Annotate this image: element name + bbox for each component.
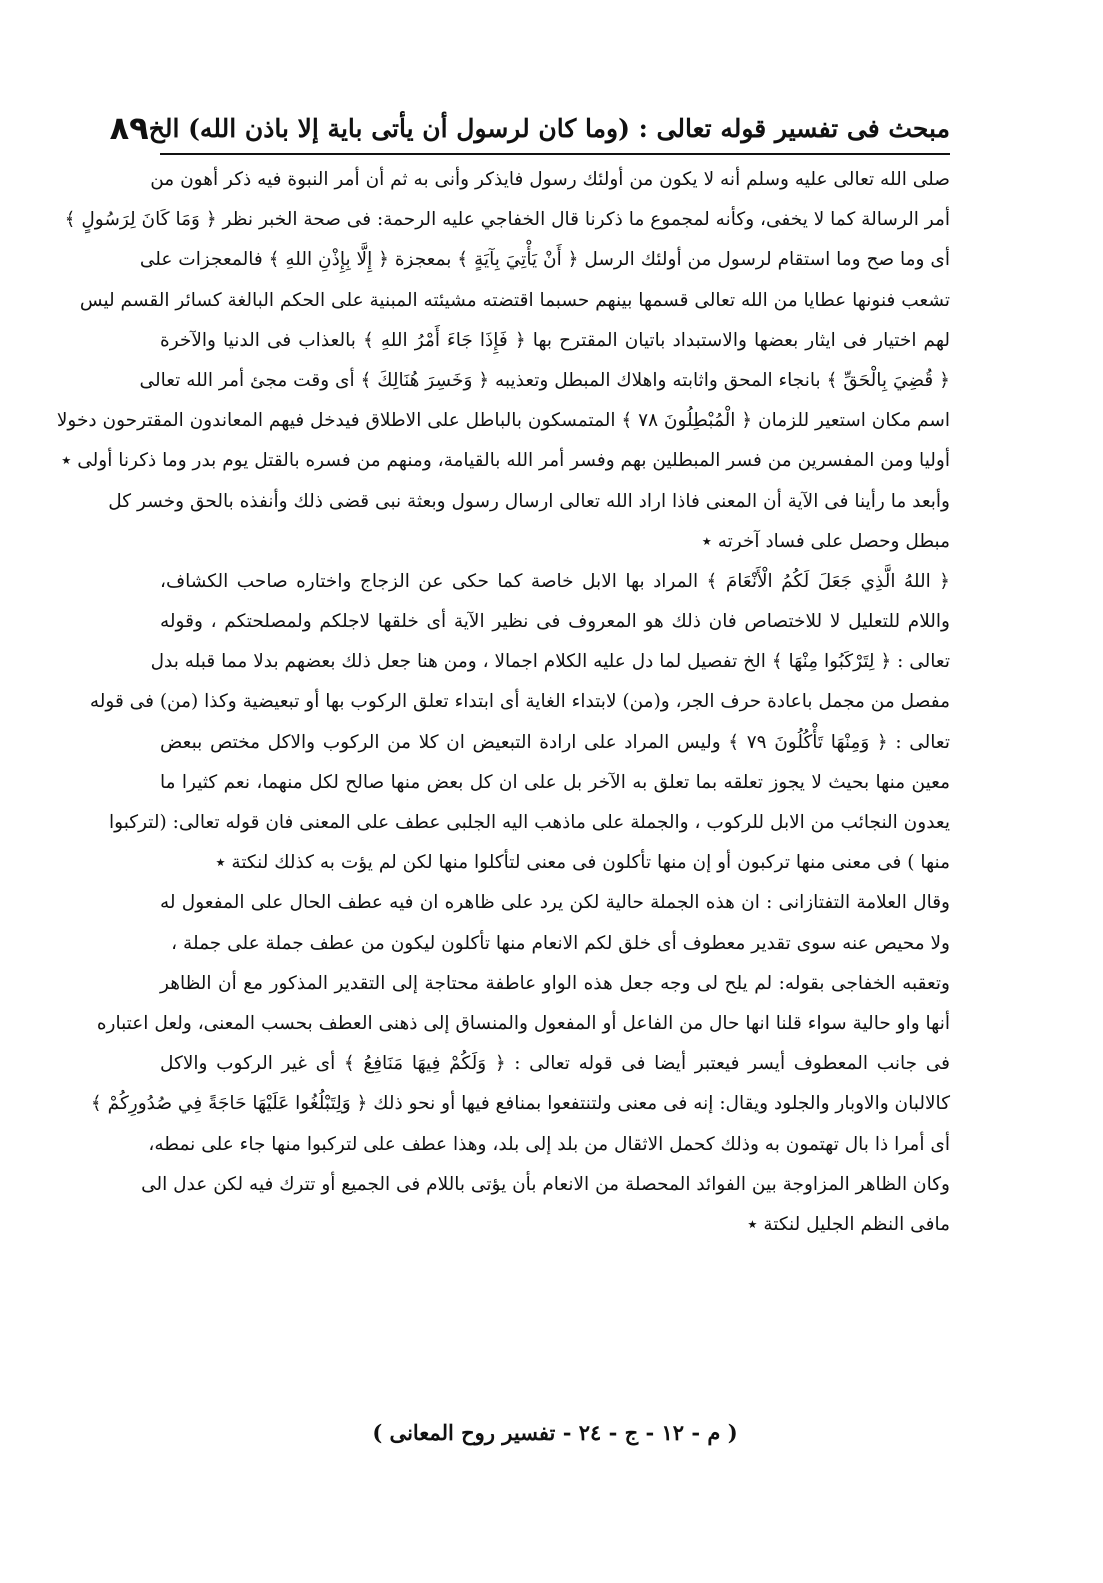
paragraph-end-line: منها ) فى معنى منها تركبون أو إن منها تأكلون فى معنى لتأكلوا منها لكن لم يؤت به كذلك لنكتة ٭ — [215, 852, 950, 874]
text-line: وكان الظاهر المزاوجة بين الفوائد المحصلة من الانعام بأن يؤتى باللام فى الجميع أو تترك فيه لكن عدل الى — [141, 1173, 950, 1195]
text-line: تشعب فنونها عطايا من الله تعالى قسمها بينهم حسبما اقتضته مشيئته المبنية على الحكم البالغة كسائر القسم ليس — [79, 289, 950, 311]
text-line: صلى الله تعالى عليه وسلم أنه لا يكون من أولئك رسول فايذكر وأنى به ثم أن أمر النبوة فيه ذكر أهون من — [150, 169, 950, 190]
body-text — [56, 160, 950, 1245]
paragraph-end-line: مافى النظم الجليل لنكتة ٭ — [747, 1213, 950, 1235]
text-line: أوليا ومن المفسرين من فسر المبطلين بهم وفسر أمر الله بالقيامة، ومنهم من فسره بالقتل يوم بدر وما ذكرنا أولى ٭ — [61, 450, 950, 472]
text-line: مفصل من مجمل باعادة حرف الجر، و(من) لابتداء الغاية أى ابتداء تعلق الركوب بها أو تبعيضية وكذا (من) فى قوله — [89, 691, 950, 713]
text-line: وأبعد ما رأينا فى الآية أن المعنى فاذا اراد الله تعالى ارسال رسول وبعثة نبى قضى ذلك وأنفذه بالحق وخسر كل — [108, 490, 950, 512]
text-line: وتعقبه الخفاجى بقوله: لم يلح لى وجه جعل هذه الواو عاطفة محتاجة إلى التقدير المذكور مع أن الظاهر — [160, 972, 950, 994]
text-line: كالالبان والاوبار والجلود ويقال: إنه فى معنى ولتنتفعوا بمنافع فيها أو نحو ذلك ﴿ وَلِتَبْلُغُوا عَلَيْهَا حَاجَةً فِي صُدُورِكُمْ ﴾ — [90, 1093, 950, 1115]
text-line: تعالى : ﴿ وَمِنْهَا تَأْكُلُونَ ٧٩ ﴾ وليس المراد على ارادة التبعيض ان كلا من الركوب والاكل مختص ببعض — [160, 731, 950, 753]
text-line: أنها واو حالية سواء قلنا انها حال من الفاعل أو المفعول والمنساق إلى ذهنى العطف بحسب المعنى، ولعل اعتباره — [96, 1012, 950, 1034]
page-header — [109, 104, 950, 152]
text-line: واللام للتعليل لا للاختصاص فان ذلك هو المعروف فى نظير الآية أى خلقها لاجلكم ولمصلحتكم ، وقوله — [160, 611, 950, 633]
header-rule — [160, 153, 950, 155]
text-line: اسم مكان استعير للزمان ﴿ الْمُبْطِلُونَ ٧٨ ﴾ المتمسكون بالباطل على الاطلاق فيدخل فيهم المعاندون المقترحون دخولا — [56, 410, 950, 432]
text-line: ﴿ قُضِيَ بِالْحَقِّ ﴾ بانجاء المحق واثابته واهلاك المبطل وتعذيبه ﴿ وَخَسِرَ هُنَالِكَ ﴾ أى وقت مجئ أمر الله تعالى — [139, 369, 950, 391]
text-line: أى وما صح وما استقام لرسول من أولئك الرسل ﴿ أَنْ يَأْتِيَ بِآيَةٍ ﴾ بمعجزة ﴿ إِلَّا بِإِذْنِ اللهِ ﴾ فالمعجزات على — [139, 249, 950, 271]
running-title: مبحث فى تفسير قوله تعالى : (وما كان لرسول أن يأتى باية إلا باذن الله) الخ — [148, 113, 950, 143]
text-line: أمر الرسالة كما لا يخفى، وكأنه لمجموع ما ذكرنا قال الخفاجي عليه الرحمة: فى صحة الخبر نظر ﴿ وَمَا كَانَ لِرَسُولٍ ﴾ — [64, 209, 950, 231]
text-line: أى أمرا ذا بال تهتمون به وذلك كحمل الاثقال من بلد إلى بلد، وهذا عطف على لتركبوا منها جاء على نمطه، — [148, 1133, 950, 1155]
text-line: لهم اختيار فى ايثار بعضها والاستبداد باتيان المقترح بها ﴿ فَإِذَا جَاءَ أَمْرُ اللهِ ﴾ بالعذاب فى الدنيا والآخرة — [160, 329, 950, 351]
text-line: ﴿ اللهُ الَّذِي جَعَلَ لَكُمُ الْأَنْعَامَ ﴾ المراد بها الابل خاصة كما حكى عن الزجاج واختاره صاحب الكشاف، — [160, 570, 950, 592]
text-line: معين منها بحيث لا يجوز تعلقه بما تعلق به الآخر بل على ان كل بعض منها صالح لكل منهما، نعم كثيرا ما — [160, 771, 950, 793]
text-line: تعالى : ﴿ لِتَرْكَبُوا مِنْهَا ﴾ الخ تفصيل لما دل عليه الكلام اجمالا ، ومن هنا جعل ذلك بعضهم بدلا مما قبله بدل — [150, 651, 950, 673]
page-number: ٨٩ — [109, 109, 149, 147]
paragraph-end-line: مبطل وحصل على فساد آخرته ٭ — [701, 530, 950, 552]
footer-signature: ( م - ١٢ - ج - ٢٤ - تفسير روح المعانى ) — [372, 1420, 738, 1445]
text-line: وقال العلامة التفتازانى : ان هذه الجملة حالية لكن يرد على ظاهره ان فيه عطف الحال على المفعول له — [160, 892, 950, 914]
paragraph-end-line: ولا محيص عنه سوى تقدير معطوف أى خلق لكم الانعام منها تأكلون ليكون من عطف جملة على جملة ، — [171, 932, 950, 954]
text-line: يعدون النجائب من الابل للركوب ، والجملة على ماذهب اليه الجلبى عطف على المعنى فان قوله تعالى: (لتركبوا — [109, 812, 950, 833]
text-line: فى جانب المعطوف أيسر فيعتبر أيضا فى قوله تعالى : ﴿ وَلَكُمْ فِيهَا مَنَافِعُ ﴾ أى غير الركوب والاكل — [160, 1053, 950, 1075]
